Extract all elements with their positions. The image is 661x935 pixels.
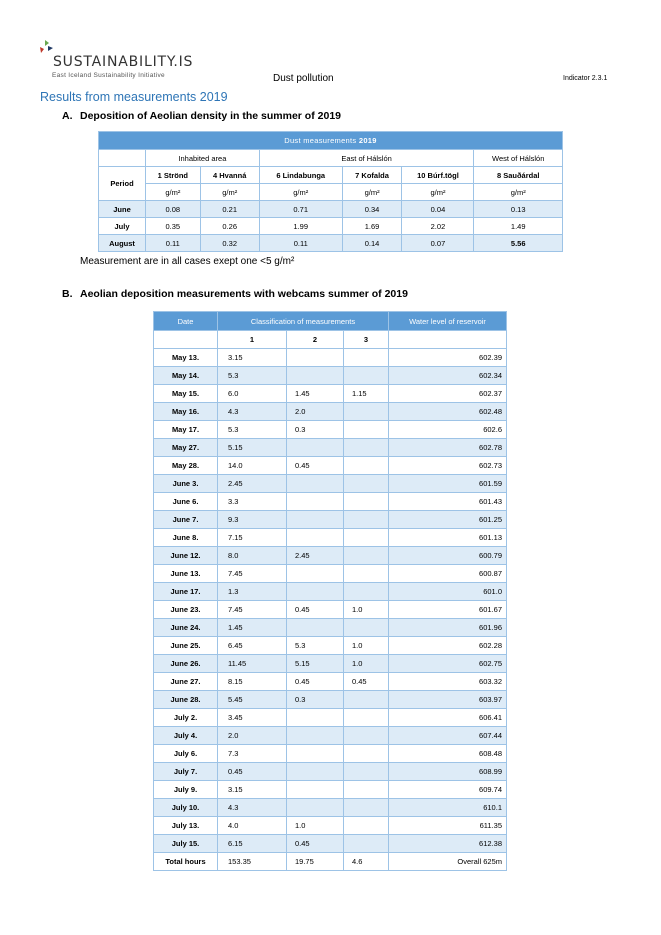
table-row [154,817,507,835]
classification-cell: 2.45 [287,547,344,565]
classification-cell: 0.45 [218,763,287,781]
classification-cell [287,565,344,583]
table-row [154,511,507,529]
date-cell: May 16. [154,403,218,421]
date-cell: May 14. [154,367,218,385]
section-a-letter: A. [62,110,73,122]
water-level-cell: 602.78 [389,439,507,457]
section-a-title: Deposition of Aeolian density in the summer of 2019 [80,110,341,122]
classification-cell: 11.45 [218,655,287,673]
date-cell: June 13. [154,565,218,583]
webcam-measurements-table [153,311,507,871]
classification-cell: 2.0 [218,727,287,745]
water-level-cell: 611.35 [389,817,507,835]
logo-text: SUSTAINABILITY.IS [53,54,194,70]
classification-cell [344,835,389,853]
classification-cell: 1.15 [344,385,389,403]
classification-cell: 2.45 [218,475,287,493]
water-level-cell: 601.67 [389,601,507,619]
classification-cell [344,745,389,763]
classification-cell: 1.45 [218,619,287,637]
classification-cell: 1.0 [344,655,389,673]
classification-cell: 8.0 [218,547,287,565]
class-1-header: 1 [218,331,287,349]
water-level-cell: 601.13 [389,529,507,547]
classification-cell [344,763,389,781]
classification-cell: 7.45 [218,601,287,619]
classification-cell [287,727,344,745]
water-level-header: Water level of reservoir [389,312,507,331]
classification-cell: 0.45 [287,457,344,475]
classification-cell: 4.0 [218,817,287,835]
classification-cell [287,619,344,637]
classification-cell [344,529,389,547]
classification-cell: 1.3 [218,583,287,601]
classification-cell [344,547,389,565]
classification-cell: 6.0 [218,385,287,403]
unit-cell: g/m² [200,184,259,201]
date-cell: May 15. [154,385,218,403]
period-header: Period [99,167,146,201]
classification-cell: 8.15 [218,673,287,691]
classification-cell [344,619,389,637]
table-row [154,457,507,475]
table-row [154,781,507,799]
classification-cell: 4.6 [344,853,389,871]
table-row [154,691,507,709]
classification-cell: 4.3 [218,403,287,421]
classification-cell [344,439,389,457]
classification-cell: 0.45 [287,601,344,619]
station-header: 7 Kofalda [342,167,402,184]
classification-cell [287,763,344,781]
table-row: July 0.35 0.26 1.99 1.69 2.02 1.49 [99,218,563,235]
station-header: 6 Lindabunga [259,167,342,184]
water-level-cell: 608.48 [389,745,507,763]
table-row [154,439,507,457]
water-level-cell: 602.48 [389,403,507,421]
classification-cell [344,421,389,439]
table-caption: Dust measurements 2019 [99,132,563,150]
date-cell: June 8. [154,529,218,547]
date-cell: June 26. [154,655,218,673]
date-cell: July 10. [154,799,218,817]
classification-cell [287,349,344,367]
classification-cell: 1.0 [287,817,344,835]
classification-cell [344,403,389,421]
classification-cell [287,529,344,547]
water-level-cell: 602.37 [389,385,507,403]
classification-cell: 3.3 [218,493,287,511]
classification-cell: 19.75 [287,853,344,871]
water-level-cell: 607.44 [389,727,507,745]
classification-cell: 0.45 [344,673,389,691]
classification-cell [344,475,389,493]
classification-header: Classification of measurements [218,312,389,331]
date-cell: June 17. [154,583,218,601]
water-level-cell: 603.32 [389,673,507,691]
station-header: 8 Sauðárdal [474,167,563,184]
classification-cell [287,367,344,385]
water-level-cell: 601.96 [389,619,507,637]
water-level-cell: 606.41 [389,709,507,727]
date-cell: May 13. [154,349,218,367]
classification-cell: 0.3 [287,421,344,439]
group-inhabited: Inhabited area [146,150,260,167]
classification-cell: 14.0 [218,457,287,475]
table-row [154,349,507,367]
classification-cell [344,709,389,727]
table-row [154,493,507,511]
table-row [154,727,507,745]
unit-cell: g/m² [259,184,342,201]
table-row [154,763,507,781]
classification-cell [344,781,389,799]
classification-cell: 2.0 [287,403,344,421]
section-b-title: Aeolian deposition measurements with webcams summer of 2019 [80,288,408,300]
classification-cell: 0.45 [287,835,344,853]
table-row [154,709,507,727]
group-west: West of Hálslón [474,150,563,167]
date-cell: Total hours [154,853,218,871]
classification-cell [344,817,389,835]
table-row [154,619,507,637]
table-row [154,367,507,385]
date-cell: June 3. [154,475,218,493]
unit-cell: g/m² [474,184,563,201]
classification-cell [287,745,344,763]
measurement-note: Measurement are in all cases exept one <5 g/m² [80,256,295,267]
indicator-label: Indicator 2.3.1 [563,75,608,82]
table-row [154,421,507,439]
classification-cell: 0.3 [287,691,344,709]
water-level-cell: 609.74 [389,781,507,799]
classification-cell: 1.45 [287,385,344,403]
classification-cell: 5.3 [218,367,287,385]
date-cell: July 4. [154,727,218,745]
classification-cell [344,457,389,475]
classification-cell [344,493,389,511]
logo-tagline: East Iceland Sustainability Initiative [52,72,165,79]
classification-cell: 5.45 [218,691,287,709]
date-cell: July 13. [154,817,218,835]
table-row [154,565,507,583]
classification-cell: 3.45 [218,709,287,727]
table-row [154,655,507,673]
table-row: June 0.08 0.21 0.71 0.34 0.04 0.13 [99,201,563,218]
classification-cell [344,367,389,385]
classification-cell: 5.3 [218,421,287,439]
table-row [154,403,507,421]
date-header: Date [154,312,218,331]
water-level-cell: 600.87 [389,565,507,583]
table-row [154,529,507,547]
classification-cell [287,475,344,493]
classification-cell [344,583,389,601]
date-cell: June 23. [154,601,218,619]
table-row [154,601,507,619]
classification-cell [287,781,344,799]
unit-cell: g/m² [342,184,402,201]
station-header: 10 Búrf.tögl [402,167,474,184]
classification-cell: 1.0 [344,637,389,655]
classification-cell [287,439,344,457]
date-cell: July 9. [154,781,218,799]
water-level-cell: Overall 625m [389,853,507,871]
classification-cell: 153.35 [218,853,287,871]
date-cell: June 27. [154,673,218,691]
date-cell: May 27. [154,439,218,457]
date-cell: June 28. [154,691,218,709]
water-level-cell: 608.99 [389,763,507,781]
station-header: 1 Strönd [146,167,201,184]
classification-cell: 7.15 [218,529,287,547]
dust-measurements-table [98,131,563,252]
date-cell: June 24. [154,619,218,637]
group-east: East of Hálslón [259,150,474,167]
classification-cell [287,709,344,727]
water-level-cell: 601.43 [389,493,507,511]
table-row [154,745,507,763]
classification-cell [287,583,344,601]
date-cell: July 15. [154,835,218,853]
unit-cell: g/m² [402,184,474,201]
water-level-cell: 601.0 [389,583,507,601]
results-heading: Results from measurements 2019 [40,90,228,104]
table-row [154,835,507,853]
date-cell: July 6. [154,745,218,763]
classification-cell [344,691,389,709]
classification-cell [344,799,389,817]
table-row: August 0.11 0.32 0.11 0.14 0.07 5.56 [99,235,563,252]
class-3-header: 3 [344,331,389,349]
water-level-cell: 600.79 [389,547,507,565]
classification-cell [344,727,389,745]
section-b-letter: B. [62,288,73,300]
table-row [154,583,507,601]
classification-cell [287,799,344,817]
table-row [154,673,507,691]
date-cell: July 2. [154,709,218,727]
date-cell: June 6. [154,493,218,511]
classification-cell: 0.45 [287,673,344,691]
classification-cell [344,349,389,367]
classification-cell: 4.3 [218,799,287,817]
classification-cell: 1.0 [344,601,389,619]
water-level-cell: 602.75 [389,655,507,673]
document-title: Dust pollution [273,73,334,84]
water-level-cell: 601.25 [389,511,507,529]
date-cell: May 17. [154,421,218,439]
classification-cell [344,511,389,529]
table-row [154,385,507,403]
water-level-cell: 603.97 [389,691,507,709]
date-cell: June 12. [154,547,218,565]
classification-cell [287,493,344,511]
water-level-cell: 610.1 [389,799,507,817]
table-row [154,799,507,817]
classification-cell: 9.3 [218,511,287,529]
classification-cell: 6.45 [218,637,287,655]
classification-cell: 6.15 [218,835,287,853]
water-level-cell: 602.6 [389,421,507,439]
water-level-cell: 602.39 [389,349,507,367]
station-header: 4 Hvanná [200,167,259,184]
classification-cell: 5.15 [287,655,344,673]
classification-cell: 7.45 [218,565,287,583]
water-level-cell: 612.38 [389,835,507,853]
water-level-cell: 601.59 [389,475,507,493]
table-row [154,547,507,565]
classification-cell: 3.15 [218,781,287,799]
classification-cell: 5.15 [218,439,287,457]
water-level-cell: 602.73 [389,457,507,475]
table-row [154,475,507,493]
webcam-table-body [154,349,507,871]
table-row [154,853,507,871]
classification-cell: 3.15 [218,349,287,367]
water-level-cell: 602.28 [389,637,507,655]
classification-cell: 7.3 [218,745,287,763]
logo [38,38,208,82]
classification-cell [287,511,344,529]
classification-cell [344,565,389,583]
table-row [154,637,507,655]
date-cell: June 25. [154,637,218,655]
date-cell: June 7. [154,511,218,529]
class-2-header: 2 [287,331,344,349]
date-cell: July 7. [154,763,218,781]
classification-cell: 5.3 [287,637,344,655]
water-level-cell: 602.34 [389,367,507,385]
date-cell: May 28. [154,457,218,475]
unit-cell: g/m² [146,184,201,201]
